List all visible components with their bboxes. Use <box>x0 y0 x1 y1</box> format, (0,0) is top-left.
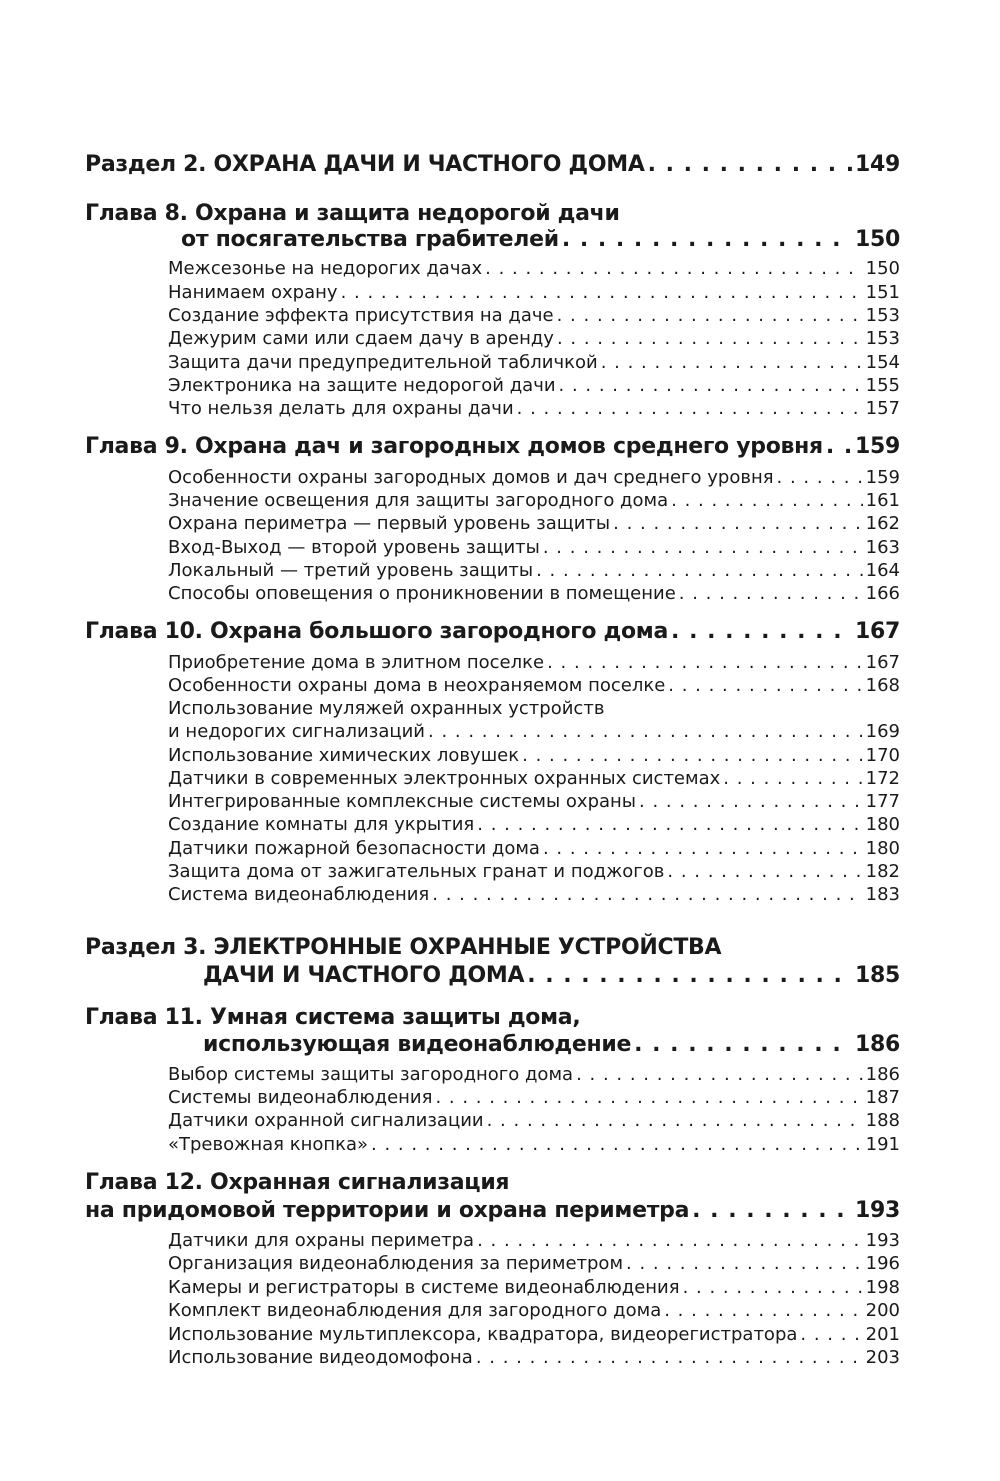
toc-item-page: 162 <box>865 513 900 534</box>
dot-leader <box>576 1064 863 1085</box>
dot-leader <box>671 490 863 511</box>
toc-item[interactable] <box>168 814 900 835</box>
toc-item-page: 151 <box>865 282 900 303</box>
toc-item-label: Использование мультиплексора, квадратора, видеорегистратора <box>168 1324 798 1345</box>
toc-item-label: Комплект видеонаблюдения для загородного дома <box>168 1300 662 1321</box>
toc-item-page: 154 <box>865 352 900 373</box>
toc-entry-page: 185 <box>854 963 900 988</box>
toc-item-label: Датчики для охраны периметра <box>168 1230 475 1251</box>
toc-item[interactable] <box>168 1064 900 1085</box>
toc-item-label: Межсезонье на недорогих дачах <box>168 258 483 279</box>
dot-leader <box>777 467 863 488</box>
toc-item-page: 183 <box>865 884 900 905</box>
toc-item-label: Создание комнаты для укрытия <box>168 814 475 835</box>
toc-item-page: 187 <box>865 1087 900 1108</box>
dot-leader <box>477 1230 863 1251</box>
toc-item-page: 170 <box>865 745 900 766</box>
dot-leader <box>671 619 852 644</box>
dot-leader <box>543 537 863 558</box>
toc-item-page: 180 <box>865 814 900 835</box>
toc-item-page: 196 <box>865 1253 900 1274</box>
toc-item[interactable] <box>168 1347 900 1368</box>
toc-item-page: 203 <box>865 1347 900 1368</box>
dot-leader <box>692 1198 852 1223</box>
dot-leader <box>559 375 863 396</box>
toc-item-label: Дежурим сами или сдаем дачу в аренду <box>168 328 554 349</box>
dot-leader <box>601 352 863 373</box>
dot-leader <box>679 583 863 604</box>
dot-leader <box>371 1134 863 1155</box>
toc-entry-chapter-11[interactable] <box>203 1032 900 1057</box>
toc-item[interactable] <box>168 1277 900 1298</box>
toc-item-page: 193 <box>865 1230 900 1251</box>
toc-chapter-11-title-line1[interactable]: Глава 11. Умная система защиты дома, <box>85 1005 581 1030</box>
dot-leader <box>485 258 863 279</box>
toc-item-label: Использование химических ловушек <box>168 745 520 766</box>
toc-entry-page: 193 <box>854 1198 900 1223</box>
dot-leader <box>562 227 852 252</box>
toc-item-page: 191 <box>865 1134 900 1155</box>
toc-item-label: Защита дома от зажигательных гранат и поджогов <box>168 861 665 882</box>
toc-item-label: Особенности охраны загородных домов и дач среднего уровня <box>168 467 774 488</box>
dot-leader <box>543 838 863 859</box>
toc-item-label: Нанимаем охрану <box>168 282 338 303</box>
toc-item[interactable] <box>168 1087 900 1108</box>
toc-item-label: Система видеонаблюдения <box>168 884 430 905</box>
toc-item[interactable] <box>168 1253 900 1274</box>
dot-leader <box>547 652 863 673</box>
dot-leader <box>683 1277 863 1298</box>
toc-item-page: 167 <box>865 652 900 673</box>
toc-item-page: 168 <box>865 675 900 696</box>
toc-item-label: Электроника на защите недорогой дачи <box>168 375 556 396</box>
toc-item-label: Локальный — третий уровень защиты <box>168 560 534 581</box>
dot-leader <box>648 152 852 177</box>
dot-leader <box>667 861 862 882</box>
dot-leader <box>826 434 852 459</box>
toc-entry-label: ДАЧИ И ЧАСТНОГО ДОМА <box>203 963 525 988</box>
toc-item-page: 200 <box>865 1300 900 1321</box>
dot-leader <box>557 305 863 326</box>
toc-entry-label: от посягательства грабителей <box>181 227 559 252</box>
toc-item-label: Интегрированные комплексные системы охраны <box>168 791 637 812</box>
toc-item-label: Способы оповещения о проникновении в помещение <box>168 583 676 604</box>
toc-entry-section-2[interactable] <box>85 152 900 177</box>
toc-item[interactable] <box>168 1134 900 1155</box>
toc-item-label: Организация видеонаблюдения за периметром <box>168 1253 624 1274</box>
toc-item[interactable] <box>168 537 900 558</box>
toc-item[interactable] <box>168 490 900 511</box>
toc-entry-page: 149 <box>854 152 900 177</box>
toc-item[interactable] <box>168 1324 900 1345</box>
dot-leader <box>639 791 863 812</box>
dot-leader <box>477 814 862 835</box>
toc-entry-chapter-9[interactable] <box>85 434 900 459</box>
toc-item[interactable] <box>168 1300 900 1321</box>
dot-leader <box>476 1347 863 1368</box>
toc-item-page: 177 <box>865 791 900 812</box>
toc-item-page: 164 <box>865 560 900 581</box>
dot-leader <box>536 560 863 581</box>
toc-item-label-line1[interactable]: Использование муляжей охранных устройств <box>168 698 605 719</box>
toc-item-page: 180 <box>865 838 900 859</box>
toc-item-label: Охрана периметра — первый уровень защиты <box>168 513 611 534</box>
dot-leader <box>341 282 863 303</box>
toc-item[interactable] <box>168 675 900 696</box>
toc-item-label: Вход-Выход — второй уровень защиты <box>168 537 540 558</box>
dot-leader <box>634 1032 852 1057</box>
toc-item[interactable] <box>168 1230 900 1251</box>
toc-entry-page: 150 <box>854 227 900 252</box>
dot-leader <box>487 1110 863 1131</box>
toc-entry-label: на придомовой территории и охрана периметра <box>85 1198 690 1223</box>
toc-item-label: Датчики охранной сигнализации <box>168 1110 484 1131</box>
toc-item-page: 153 <box>865 328 900 349</box>
toc-item[interactable] <box>168 861 900 882</box>
toc-item-page: 155 <box>865 375 900 396</box>
toc-item-page: 161 <box>865 490 900 511</box>
toc-item-page: 198 <box>865 1277 900 1298</box>
toc-item-label: «Тревожная кнопка» <box>168 1134 369 1155</box>
toc-item-label: Значение освещения для защиты загородного дома <box>168 490 669 511</box>
toc-entry-page: 159 <box>854 434 900 459</box>
toc-item-label: Создание эффекта присутствия на даче <box>168 305 554 326</box>
toc-item-page: 201 <box>865 1324 900 1345</box>
toc-item[interactable] <box>168 328 900 349</box>
toc-item-label: Особенности охраны дома в неохраняемом поселке <box>168 675 666 696</box>
toc-section-3-title-line1[interactable]: Раздел 3. ЭЛЕКТРОННЫЕ ОХРАННЫЕ УСТРОЙСТВА <box>85 935 722 960</box>
toc-item[interactable] <box>168 560 900 581</box>
dot-leader <box>613 513 863 534</box>
toc-item[interactable] <box>168 745 900 766</box>
toc-item-page: 169 <box>865 721 900 742</box>
toc-chapter-8-title-line1[interactable]: Глава 8. Охрана и защита недорогой дачи <box>85 201 620 226</box>
toc-item[interactable] <box>168 1110 900 1131</box>
dot-leader <box>723 768 862 789</box>
toc-entry-label: Глава 9. Охрана дач и загородных домов среднего уровня <box>85 434 823 459</box>
toc-item[interactable] <box>168 652 900 673</box>
toc-item-label: Системы видеонаблюдения <box>168 1087 433 1108</box>
toc-item-page: 153 <box>865 305 900 326</box>
toc-item-label: Датчики в современных электронных охранных системах <box>168 768 721 789</box>
toc-item-label: и недорогих сигнализаций <box>168 721 425 742</box>
toc-item[interactable] <box>168 375 900 396</box>
toc-item-page: 172 <box>865 768 900 789</box>
toc-item[interactable] <box>168 467 900 488</box>
toc-item-page: 159 <box>865 467 900 488</box>
toc-item-label: Датчики пожарной безопасности дома <box>168 838 540 859</box>
toc-item[interactable] <box>168 721 900 742</box>
toc-item-label: Что нельзя делать для охраны дачи <box>168 398 514 419</box>
dot-leader <box>800 1324 862 1345</box>
toc-entry-chapter-12[interactable] <box>85 1198 900 1223</box>
dot-leader <box>432 884 862 905</box>
toc-item-label: Камеры и регистраторы в системе видеонаблюдения <box>168 1277 680 1298</box>
toc-item[interactable] <box>168 258 900 279</box>
toc-entry-chapter-8[interactable] <box>181 227 900 252</box>
toc-item[interactable] <box>168 791 900 812</box>
toc-chapter-12-title-line1[interactable]: Глава 12. Охранная сигнализация <box>85 1170 510 1195</box>
toc-item-page: 186 <box>865 1064 900 1085</box>
toc-item[interactable] <box>168 838 900 859</box>
toc-entry-label: Раздел 2. ОХРАНА ДАЧИ И ЧАСТНОГО ДОМА <box>85 152 645 177</box>
toc-entry-page: 186 <box>854 1032 900 1057</box>
toc-item-label: Приобретение дома в элитном поселке <box>168 652 545 673</box>
toc-item[interactable] <box>168 768 900 789</box>
dot-leader <box>517 398 863 419</box>
dot-leader <box>428 721 863 742</box>
toc-item-label: Защита дачи предупредительной табличкой <box>168 352 598 373</box>
dot-leader <box>626 1253 863 1274</box>
toc-entry-page: 167 <box>854 619 900 644</box>
dot-leader <box>668 675 862 696</box>
toc-item[interactable] <box>168 513 900 534</box>
toc-item-page: 150 <box>865 258 900 279</box>
toc-item[interactable] <box>168 305 900 326</box>
toc-entry-label: использующая видеонаблюдение <box>203 1032 632 1057</box>
toc-item[interactable] <box>168 352 900 373</box>
toc-item[interactable] <box>168 398 900 419</box>
dot-leader <box>522 745 863 766</box>
dot-leader <box>527 963 852 988</box>
toc-item-page: 157 <box>865 398 900 419</box>
toc-item-label: Использование видеодомофона <box>168 1347 473 1368</box>
dot-leader <box>435 1087 862 1108</box>
toc-item-page: 163 <box>865 537 900 558</box>
toc-entry-label: Глава 10. Охрана большого загородного дома <box>85 619 669 644</box>
toc-entry-chapter-10[interactable] <box>85 619 900 644</box>
toc-item-label: Выбор системы защиты загородного дома <box>168 1064 574 1085</box>
dot-leader <box>557 328 863 349</box>
toc-item[interactable] <box>168 884 900 905</box>
dot-leader <box>664 1300 862 1321</box>
toc-entry-section-3[interactable] <box>203 963 900 988</box>
toc-item[interactable] <box>168 583 900 604</box>
toc-item[interactable] <box>168 282 900 303</box>
toc-item-page: 188 <box>865 1110 900 1131</box>
toc-item-page: 166 <box>865 583 900 604</box>
toc-item-page: 182 <box>865 861 900 882</box>
